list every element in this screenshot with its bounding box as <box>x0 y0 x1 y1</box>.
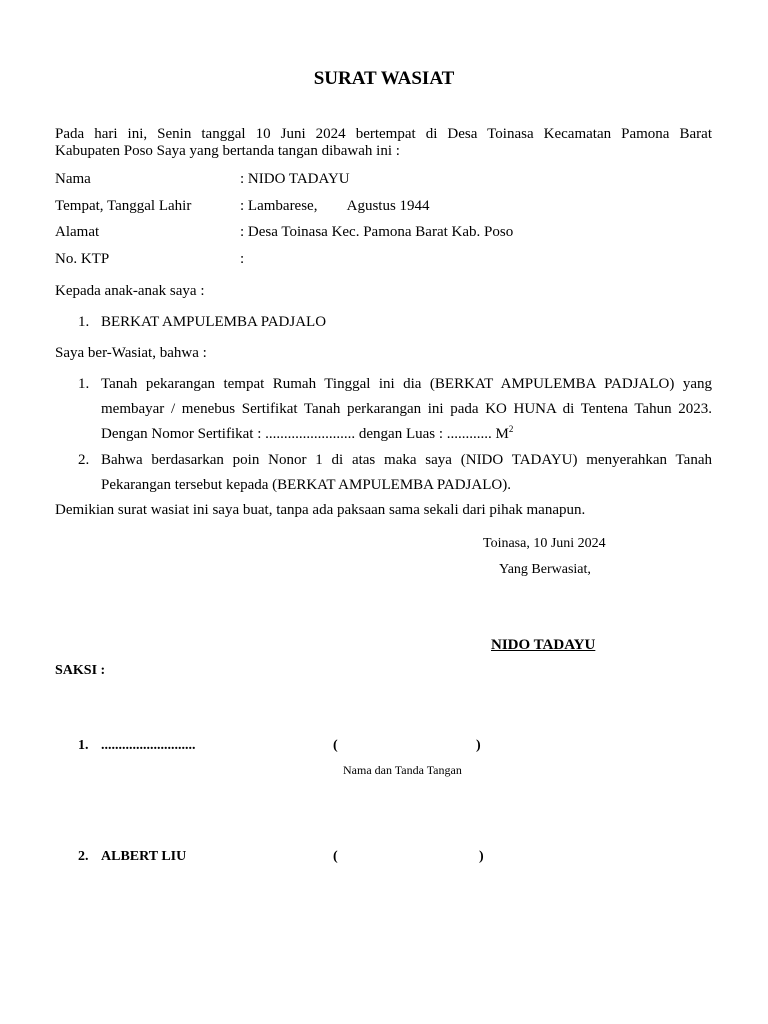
witness-1-caption: Nama dan Tanda Tangan <box>343 763 462 777</box>
intro-line-1: Pada hari ini, Senin tanggal 10 Juni 2024 bertempat di Desa Toinasa Kecamatan Pamona Barat <box>55 126 712 142</box>
signature-place-date: Toinasa, 10 Juni 2024 <box>483 536 606 551</box>
intro-line-2: Kabupaten Poso Saya yang bertanda tangan dibawah ini : <box>55 143 400 159</box>
witness-1-number: 1. <box>78 738 89 753</box>
witness-1-name: ........................... <box>101 738 196 753</box>
witness-1-close-paren: ) <box>476 738 481 753</box>
will-item-1 <box>101 372 712 447</box>
area-unit-superscript: 2 <box>508 424 514 434</box>
identity-label-ktp: No. KTP <box>55 251 110 267</box>
will-item-1-line-3 <box>101 422 712 447</box>
witness-heading: SAKSI : <box>55 663 106 678</box>
will-heading: Saya ber-Wasiat, bahwa : <box>55 345 207 361</box>
identity-value-ktp: : <box>240 251 245 267</box>
will-item-2 <box>101 448 712 498</box>
identity-value-address: : Desa Toinasa Kec. Pamona Barat Kab. Poso <box>240 224 514 240</box>
will-item-2-line-2: Pekarangan tersebut kepada (BERKAT AMPULEMBA PADJALO). <box>101 477 511 493</box>
will-item-2-number: 2. <box>78 452 90 468</box>
witness-2-number: 2. <box>78 849 89 864</box>
children-heading: Kepada anak-anak saya : <box>55 283 205 299</box>
will-item-1-number: 1. <box>78 376 90 392</box>
witness-2-close-paren: ) <box>479 849 484 864</box>
will-item-2-line-1: Bahwa berdasarkan poin Nonor 1 di atas maka saya (NIDO TADAYU) menyerahkan Tanah <box>101 452 712 468</box>
signature-name: NIDO TADAYU <box>491 637 596 653</box>
identity-value-name: : NIDO TADAYU <box>240 171 350 187</box>
witness-2-open-paren: ( <box>333 849 338 864</box>
identity-label-address: Alamat <box>55 224 100 240</box>
document-title: SURAT WASIAT <box>313 68 455 89</box>
child-name: BERKAT AMPULEMBA PADJALO <box>101 314 327 330</box>
will-item-1-line-2: membayar / menebus Sertifikat Tanah perkarangan ini pada KO HUNA di Tentena Tahun 2023. <box>101 401 712 417</box>
identity-value-birth: : Lambarese, Agustus 1944 <box>240 198 430 214</box>
will-item-1-line-1: Tanah pekarangan tempat Rumah Tinggal ini dia (BERKAT AMPULEMBA PADJALO) yang <box>101 376 712 392</box>
will-item-1-line-3-text: Dengan Nomor Sertifikat : ........................ dengan Luas : ............ M <box>101 426 509 442</box>
identity-label-name: Nama <box>55 171 91 187</box>
identity-label-birth: Tempat, Tanggal Lahir <box>55 198 192 214</box>
intro-paragraph <box>55 126 712 160</box>
signature-role: Yang Berwasiat, <box>499 562 591 577</box>
witness-2-name: ALBERT LIU <box>101 849 187 864</box>
child-number: 1. <box>78 314 90 330</box>
witness-1-open-paren: ( <box>333 738 338 753</box>
closing-statement: Demikian surat wasiat ini saya buat, tanpa ada paksaan sama sekali dari pihak manapun. <box>55 502 586 518</box>
